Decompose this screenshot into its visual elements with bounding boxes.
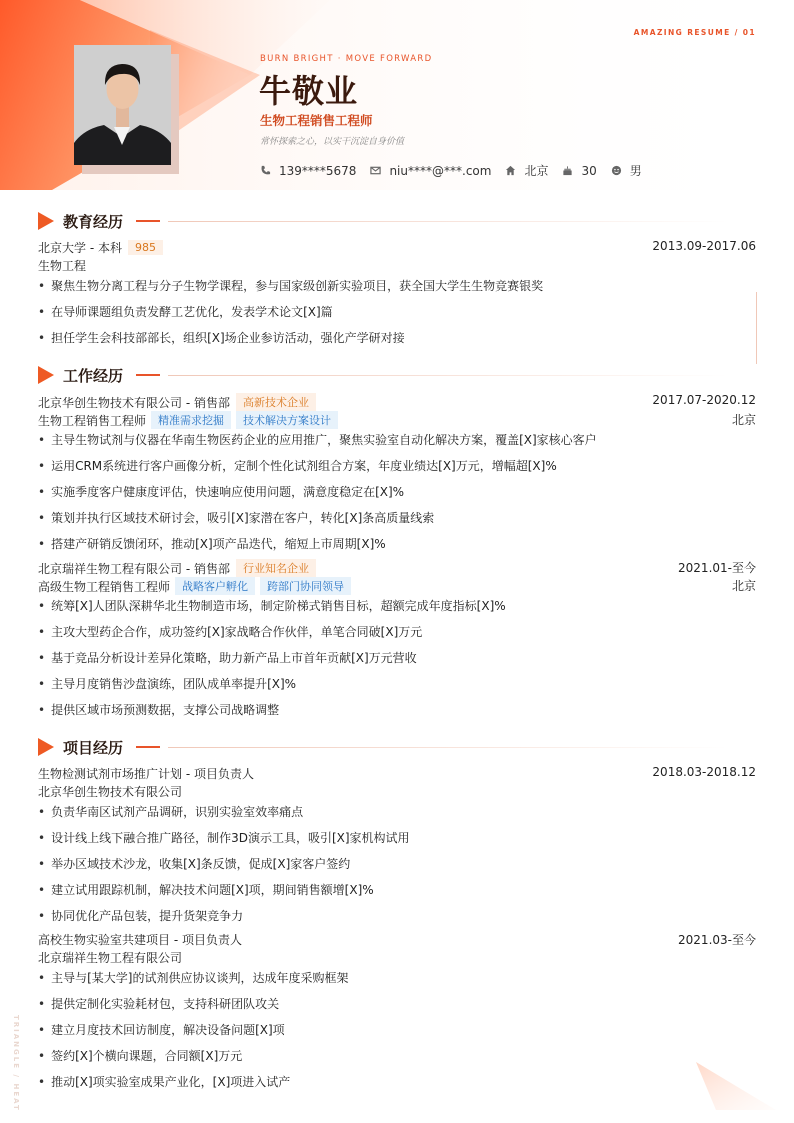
list-item: • 建立试用跟踪机制，解决技术问题[X]项，期间销售额增[X]% [38, 881, 374, 898]
contact-gender [611, 162, 642, 179]
list-item: • 主攻大型药企合作，成功签约[X]家战略合作伙伴，单笔合同破[X]万元 [38, 623, 422, 640]
list-item: • 主导月度销售沙盘演练，团队成单率提升[X]% [38, 675, 296, 692]
section-dash [136, 374, 160, 376]
home-icon [505, 165, 516, 176]
section-triangle-icon [38, 366, 54, 384]
company-badge: 行业知名企业 [236, 559, 316, 577]
major: 生物工程 [38, 259, 87, 273]
list-item: • 主导与[某大学]的试剂供应协议谈判，达成年度采购框架 [38, 969, 348, 986]
job-city: 北京 [731, 413, 756, 427]
contact-bar [260, 162, 656, 179]
list-item: • 建立月度技术回访制度，解决设备问题[X]项 [38, 1021, 285, 1038]
contact-age [562, 164, 596, 178]
contact-phone [260, 164, 356, 178]
mail-icon [370, 165, 381, 176]
motto: 常怀探索之心，以实干沉淀自身价值 [260, 137, 405, 147]
section-title: 教育经历 [63, 213, 124, 231]
section-divider [168, 375, 728, 376]
list-item: • 设计线上线下融合推广路径，制作3D演示工具，吸引[X]家机构试用 [38, 829, 410, 846]
company-name: 北京华创生物技术有限公司 - 销售部 [38, 395, 230, 410]
list-item: • 签约[X]个横向课题，合同额[X]万元 [38, 1047, 242, 1064]
project-date: 2021.03-至今 [678, 933, 756, 947]
section-triangle-icon [38, 738, 54, 756]
school-name: 北京大学 - 本科 [38, 241, 122, 255]
skill-tag: 精准需求挖掘 [151, 411, 231, 429]
list-item: • 主导生物试剂与仪器在华南生物医药企业的应用推广，聚焦实验室自动化解决方案，覆盖[X]家核心客户 [38, 431, 597, 448]
footer-triangle-graphic [690, 1060, 780, 1112]
list-item: • 协同优化产品包装，提升货架竞争力 [38, 907, 243, 924]
section-dash [136, 746, 160, 748]
gender-text: 男 [629, 164, 642, 178]
school-badge: 985 [128, 240, 163, 255]
list-item: • 推动[X]项实验室成果产业化，[X]项进入试产 [38, 1073, 290, 1090]
section-divider [168, 747, 728, 748]
project-name: 生物检测试剂市场推广计划 - 项目负责人 [38, 767, 254, 781]
list-item: • 搭建产研销反馈闭环，推动[X]项产品迭代，缩短上市周期[X]% [38, 535, 386, 552]
projects-section-header [38, 737, 758, 757]
role-name: 生物工程销售工程师 [38, 413, 147, 428]
job-title: 生物工程销售工程师 [260, 113, 373, 128]
section-divider [168, 221, 728, 222]
decorative-side-line [756, 292, 757, 364]
contact-city [505, 162, 548, 179]
list-item: • 实施季度客户健康度评估，快速响应使用问题，满意度稳定在[X]% [38, 483, 404, 500]
project-date: 2018.03-2018.12 [652, 765, 756, 779]
job-date: 2021.01-至今 [678, 561, 756, 575]
section-triangle-icon [38, 212, 54, 230]
candidate-name: 牛敬业 [259, 72, 359, 110]
age-text: 30 [581, 163, 597, 178]
job-city: 北京 [731, 579, 756, 593]
avatar-icon [74, 45, 171, 165]
vertical-watermark-text: TRIANGLE / HEAT [12, 1015, 20, 1112]
section-dash [136, 220, 160, 222]
project-org: 北京华创生物技术有限公司 [38, 785, 183, 799]
phone-icon [260, 165, 271, 176]
education-date: 2013.09-2017.06 [652, 239, 756, 253]
list-item: • 聚焦生物分离工程与分子生物学课程，参与国家级创新实验项目，获全国大学生生物竞赛银奖 [38, 277, 543, 294]
list-item: • 担任学生会科技部部长，组织[X]场企业参访活动，强化产学研对接 [38, 329, 405, 346]
skill-tag: 跨部门协同领导 [260, 577, 351, 595]
project-name: 高校生物实验室共建项目 - 项目负责人 [38, 933, 242, 947]
skill-tag: 战略客户孵化 [175, 577, 255, 595]
section-title: 工作经历 [63, 367, 124, 385]
list-item: • 举办区域技术沙龙，收集[X]条反馈，促成[X]家客户签约 [38, 855, 350, 872]
resume-tag: AMAZING RESUME / 01 [633, 28, 756, 37]
company-badge: 高新技术企业 [236, 393, 316, 411]
list-item: • 在导师课题组负责发酵工艺优化，发表学术论文[X]篇 [38, 303, 333, 320]
role-name: 高级生物工程销售工程师 [38, 579, 171, 594]
work-section-header [38, 365, 758, 385]
profile-photo [74, 45, 171, 165]
smile-icon [611, 165, 622, 176]
job-date: 2017.07-2020.12 [652, 393, 756, 407]
list-item: • 运用CRM系统进行客户画像分析，定制个性化试剂组合方案，年度业绩达[X]万元，增幅超[X]% [38, 457, 557, 474]
phone-text: 139****5678 [279, 163, 357, 178]
list-item: • 提供定制化实验耗材包，支持科研团队攻关 [38, 995, 279, 1012]
company-name: 北京瑞祥生物工程有限公司 - 销售部 [38, 561, 230, 576]
email-text: niu****@***.com [389, 163, 492, 178]
list-item: • 提供区域市场预测数据，支撑公司战略调整 [38, 701, 279, 718]
cake-icon [562, 165, 573, 176]
city-text: 北京 [524, 164, 549, 178]
tagline: BURN BRIGHT · MOVE FORWARD [260, 54, 433, 64]
section-title: 项目经历 [63, 739, 124, 757]
project-org: 北京瑞祥生物工程有限公司 [38, 951, 183, 965]
skill-tag: 技术解决方案设计 [236, 411, 338, 429]
list-item: • 基于竞品分析设计差异化策略，助力新产品上市首年贡献[X]万元营收 [38, 649, 417, 666]
contact-email [370, 164, 491, 178]
list-item: • 策划并执行区域技术研讨会，吸引[X]家潜在客户，转化[X]条高质量线索 [38, 509, 434, 526]
list-item: • 负责华南区试剂产品调研，识别实验室效率痛点 [38, 803, 303, 820]
list-item: • 统筹[X]人团队深耕华北生物制造市场，制定阶梯式销售目标，超额完成年度指标[X]% [38, 597, 506, 614]
education-section-header [38, 211, 758, 231]
